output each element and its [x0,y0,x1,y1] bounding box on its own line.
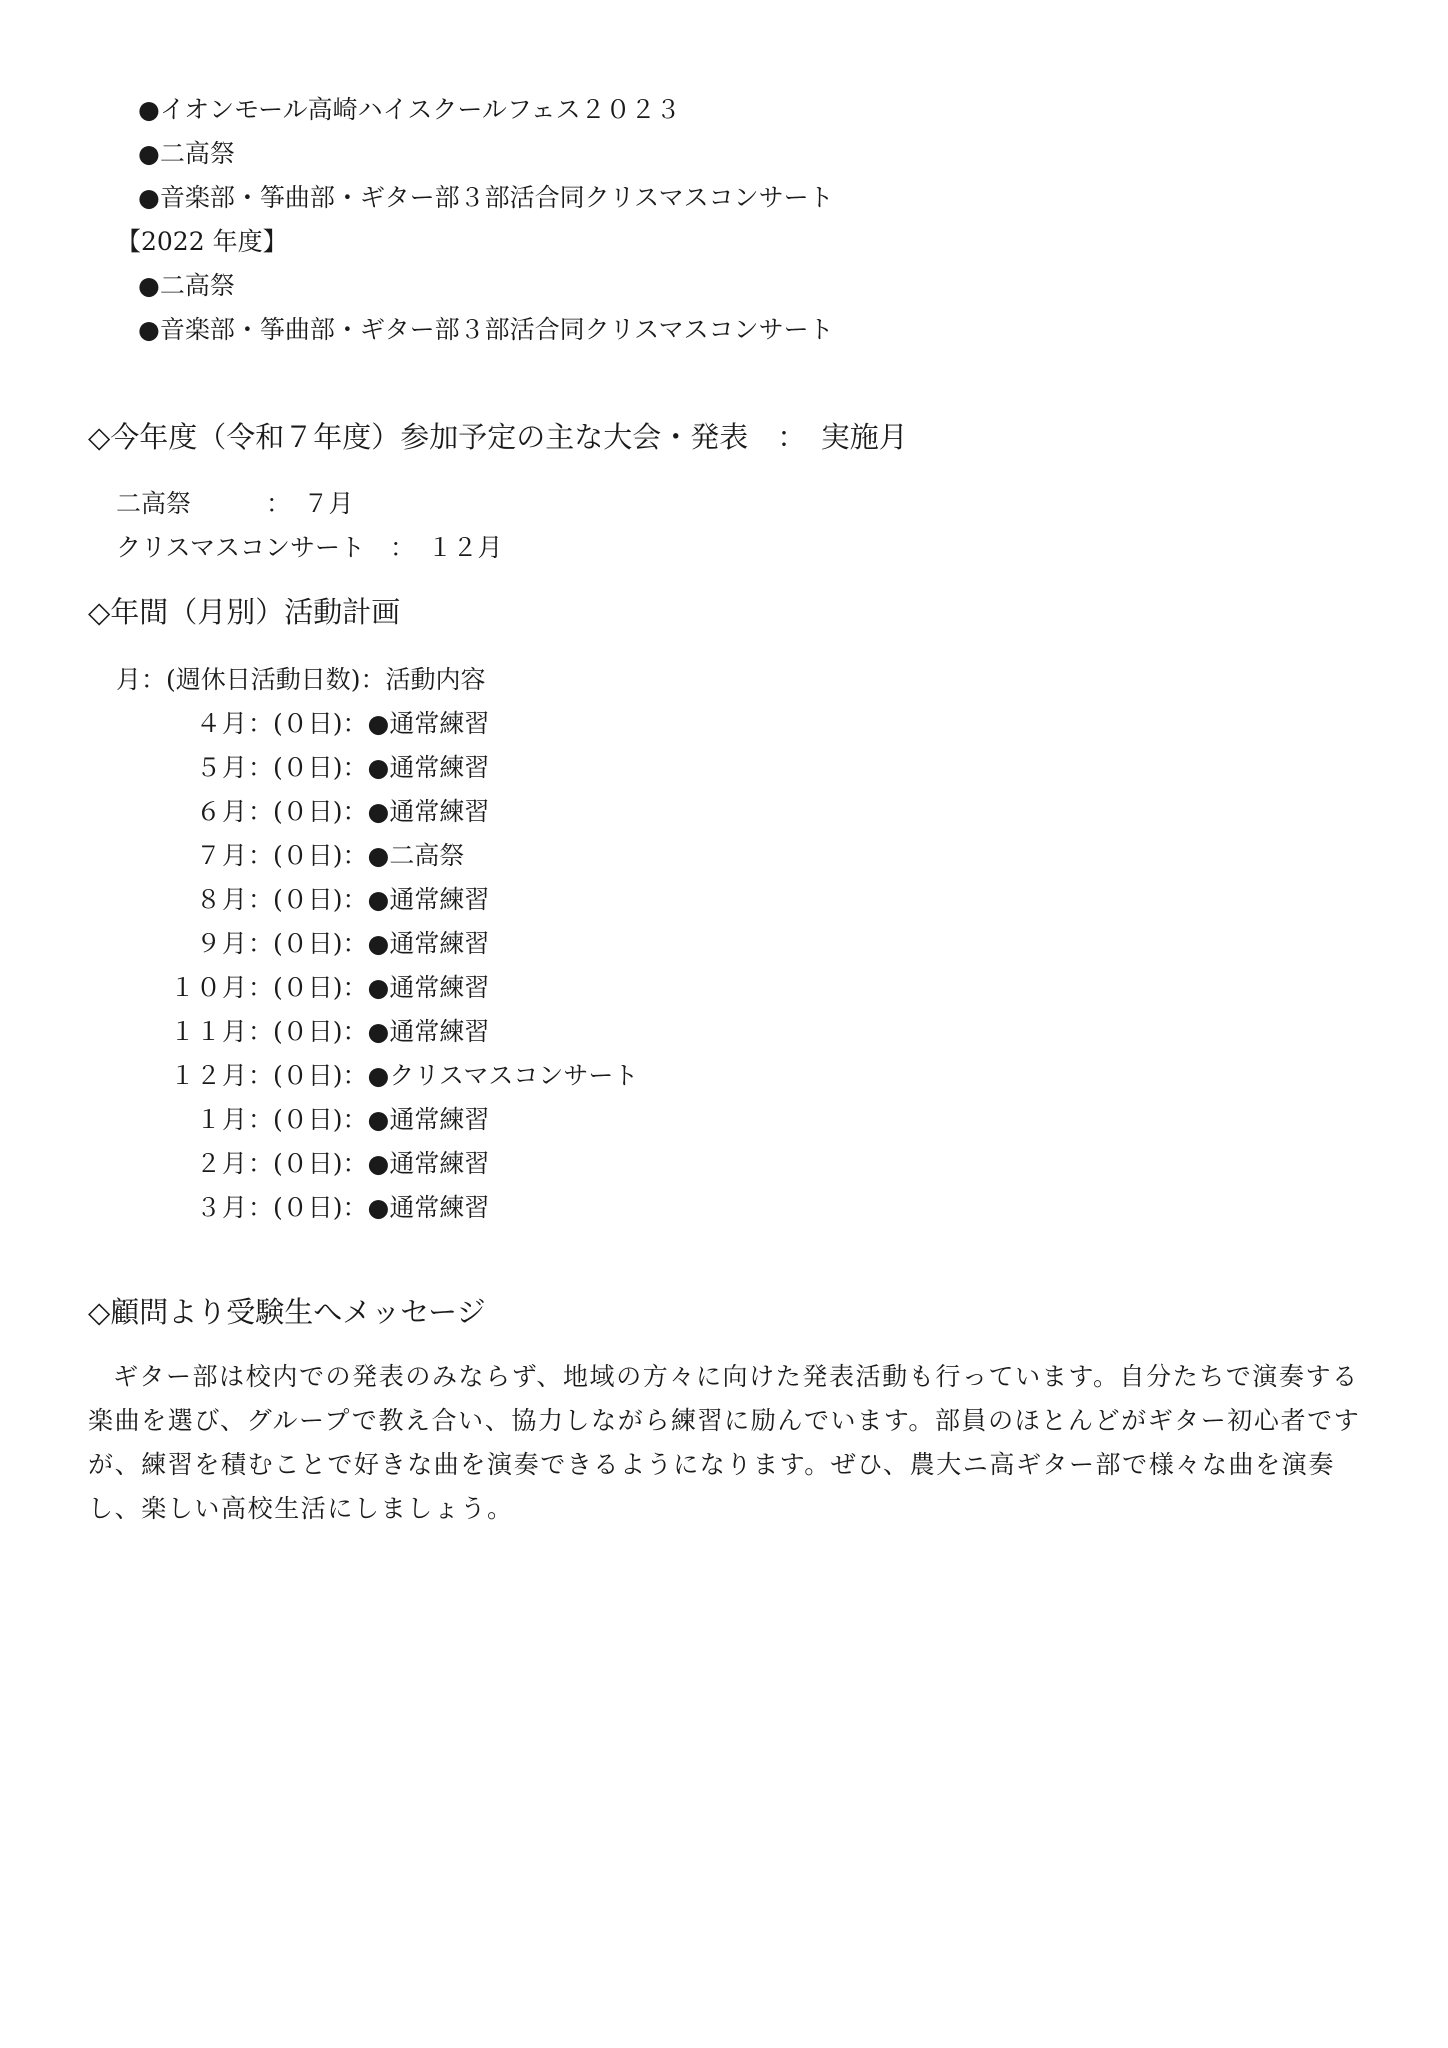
schedule-header: 月：(週休日活動日数)：活動内容 [116,665,486,694]
schedule-detail: ：(０日)：●通常練習 [248,1193,490,1222]
schedule-row [88,750,489,786]
schedule-row [88,1190,489,1226]
schedule-detail: ：(０日)：●クリスマスコンサート [248,1061,639,1090]
schedule-row [88,1102,489,1138]
schedule-month: ４月 [195,709,248,738]
schedule-detail: ：(０日)：●通常練習 [248,753,490,782]
message-heading: ◇顧問より受験生へメッセージ [88,1295,486,1329]
schedule-row [88,794,489,830]
schedule-row [88,970,489,1006]
schedule-row [88,838,464,874]
schedule-detail: ：(０日)：●通常練習 [248,929,490,958]
schedule-month: ６月 [195,797,248,826]
schedule-detail: ：(０日)：●二高祭 [248,841,465,870]
schedule-month: ５月 [195,753,248,782]
schedule-month: ３月 [195,1193,248,1222]
schedule-month: ７月 [195,841,248,870]
plan-item: 二高祭 ： ７月 [116,489,354,518]
message-body: ギター部は校内での発表のみならず、地域の方々に向けた発表活動も行っています。自分たちで演奏する楽曲を選び、グループで教え合い、協力しながら練習に励んでいます。部員のほとんどがギター初心者ですが、練習を積むことで好きな曲を演奏できるようになります。ぜひ、農大ニ高ギター部で様々な曲を演奏し、楽しい高校生活にしましょう。 [88,1362,1361,1523]
past-event-item: ●二高祭 [138,271,235,300]
schedule-row [88,706,489,742]
schedule-month: ９月 [195,929,248,958]
schedule-detail: ：(０日)：●通常練習 [248,1149,490,1178]
schedule-detail: ：(０日)：●通常練習 [248,709,490,738]
schedule-month: １１月 [169,1017,248,1046]
schedule-month: ２月 [195,1149,248,1178]
schedule-row [88,926,489,962]
schedule-detail: ：(０日)：●通常練習 [248,1017,490,1046]
schedule-month: １０月 [169,973,248,1002]
schedule-month: １２月 [169,1061,248,1090]
past-event-item: ●音楽部・筝曲部・ギター部３部活合同クリスマスコンサート [138,183,834,212]
past-event-item: ●イオンモール高崎ハイスクールフェス２０２３ [138,95,681,124]
schedule-detail: ：(０日)：●通常練習 [248,973,490,1002]
past-event-item: ●音楽部・筝曲部・ギター部３部活合同クリスマスコンサート [138,315,834,344]
schedule-row [88,1058,638,1094]
plan-item: クリスマスコンサート ： １２月 [116,533,503,562]
schedule-detail: ：(０日)：●通常練習 [248,1105,490,1134]
past-event-item: ●二高祭 [138,139,235,168]
schedule-row [88,1146,489,1182]
plan-heading: ◇今年度（令和７年度）参加予定の主な大会・発表 ： 実施月 [88,420,908,454]
schedule-month: ８月 [195,885,248,914]
schedule-detail: ：(０日)：●通常練習 [248,885,490,914]
schedule-row [88,882,489,918]
schedule-month: １月 [195,1105,248,1134]
schedule-row [88,1014,489,1050]
schedule-detail: ：(０日)：●通常練習 [248,797,490,826]
year-label: 【2022 年度】 [116,227,288,256]
schedule-heading: ◇年間（月別）活動計画 [88,595,401,629]
